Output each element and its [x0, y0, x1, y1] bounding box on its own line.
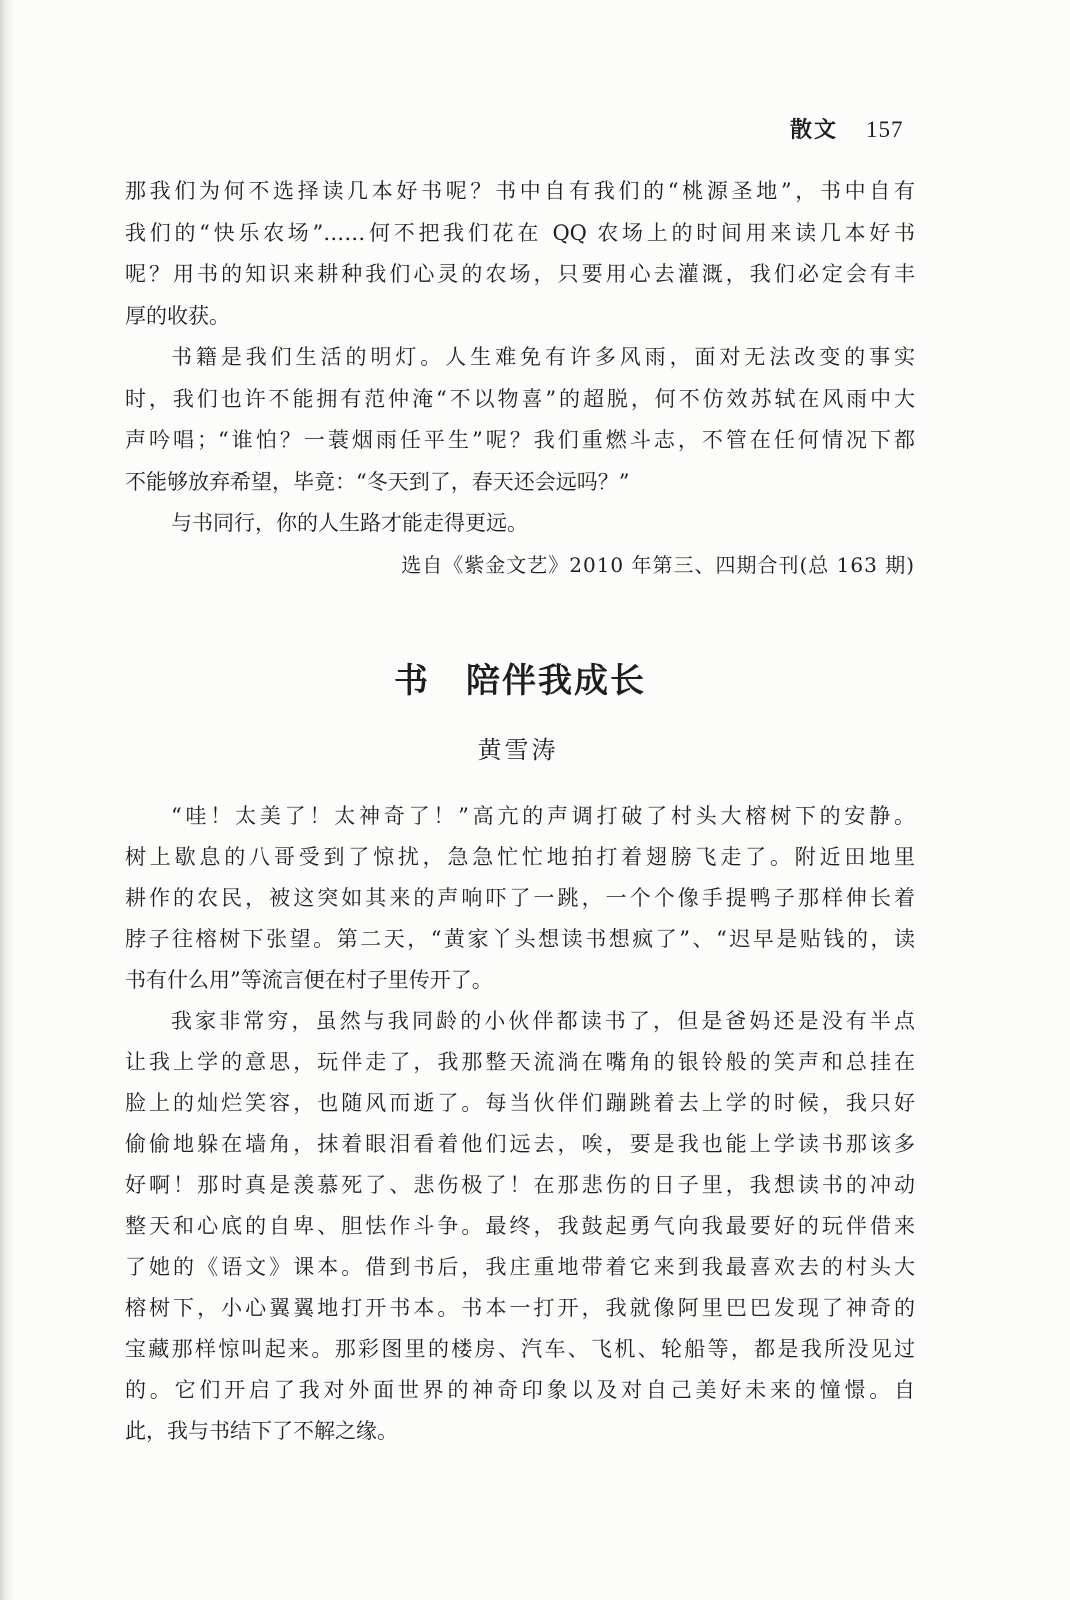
text-line: 厚的收获。 [125, 303, 230, 328]
previous-article-body [125, 171, 915, 586]
page-number: 157 [866, 117, 904, 142]
text-line: 耕作的农民，被这突如其来的声响吓了一跳，一个个像手提鸭子那样伸长着 [125, 886, 915, 910]
text-line: 此，我与书结下了不解之缘。 [125, 1419, 398, 1443]
text-line: 脸上的灿烂笑容，也随风而逝了。每当伙伴们蹦跳着去上学的时候，我只好 [125, 1091, 915, 1115]
text-line: 整天和心底的自卑、胆怯作斗争。最终，我鼓起勇气向我最要好的玩伴借来 [125, 1214, 915, 1238]
text-line: “哇！太美了！太神奇了！”高亢的声调打破了村头大榕树下的安静。 [171, 804, 915, 828]
page-edge-shadow [0, 0, 14, 1600]
text-line: 书籍是我们生活的明灯。人生难免有许多风雨，面对无法改变的事实 [171, 345, 915, 369]
text-line: 树上歇息的八哥受到了惊扰，急急忙忙地拍打着翅膀飞走了。附近田地里 [125, 845, 915, 869]
article-body [125, 796, 915, 1452]
text-line: 呢？用书的知识来耕种我们心灵的农场，只要用心去灌溉，我们必定会有丰 [125, 262, 915, 286]
article-title: 书 陪伴我成长 [394, 661, 646, 701]
text-line: 让我上学的意思，玩伴走了，我那整天流淌在嘴角的银铃般的笑声和总挂在 [125, 1050, 915, 1074]
text-line: 那我们为何不选择读几本好书呢？书中自有我们的“桃源圣地”，书中自有 [125, 179, 915, 203]
text-line: 好啊！那时真是羡慕死了、悲伤极了！在那悲伤的日子里，我想读书的冲动 [125, 1173, 915, 1197]
text-line: 书有什么用”等流言便在村子里传开了。 [125, 968, 493, 992]
source-citation: 选自《紫金文艺》2010 年第三、四期合刊(总 163 期) [401, 552, 915, 577]
text-line: 时，我们也许不能拥有范仲淹“不以物喜”的超脱，何不仿效苏轼在风雨中大 [125, 386, 915, 411]
article-author: 黄雪涛 [477, 736, 559, 764]
text-line: 我们的“快乐农场”……何不把我们花在 QQ 农场上的时间用来读几本好书 [125, 220, 915, 245]
text-line: 不能够放弃希望，毕竟：“冬天到了，春天还会远吗？” [125, 469, 630, 494]
text-line: 了她的《语文》课本。借到书后，我庄重地带着它来到我最喜欢去的村头大 [125, 1255, 915, 1279]
text-line: 脖子往榕树下张望。第二天，“黄家丫头想读书想疯了”、“迟早是贴钱的，读 [125, 927, 915, 951]
running-head-section: 散文 [790, 117, 839, 143]
text-line: 声吟唱；“谁怕？一蓑烟雨任平生”呢？我们重燃斗志，不管在任何情况下都 [125, 428, 915, 452]
text-line: 我家非常穷，虽然与我同龄的小伙伴都读书了，但是爸妈还是没有半点 [171, 1009, 915, 1033]
text-line: 的。它们开启了我对外面世界的神奇印象以及对自己美好未来的憧憬。自 [125, 1378, 915, 1402]
text-line: 榕树下，小心翼翼地打开书本。书本一打开，我就像阿里巴巴发现了神奇的 [125, 1296, 915, 1320]
text-line: 宝藏那样惊叫起来。那彩图里的楼房、汽车、飞机、轮船等，都是我所没见过 [125, 1337, 915, 1361]
text-line: 偷偷地躲在墙角，抹着眼泪看着他们远去，唉，要是我也能上学读书那该多 [125, 1132, 915, 1156]
text-line: 与书同行，你的人生路才能走得更远。 [171, 511, 528, 535]
